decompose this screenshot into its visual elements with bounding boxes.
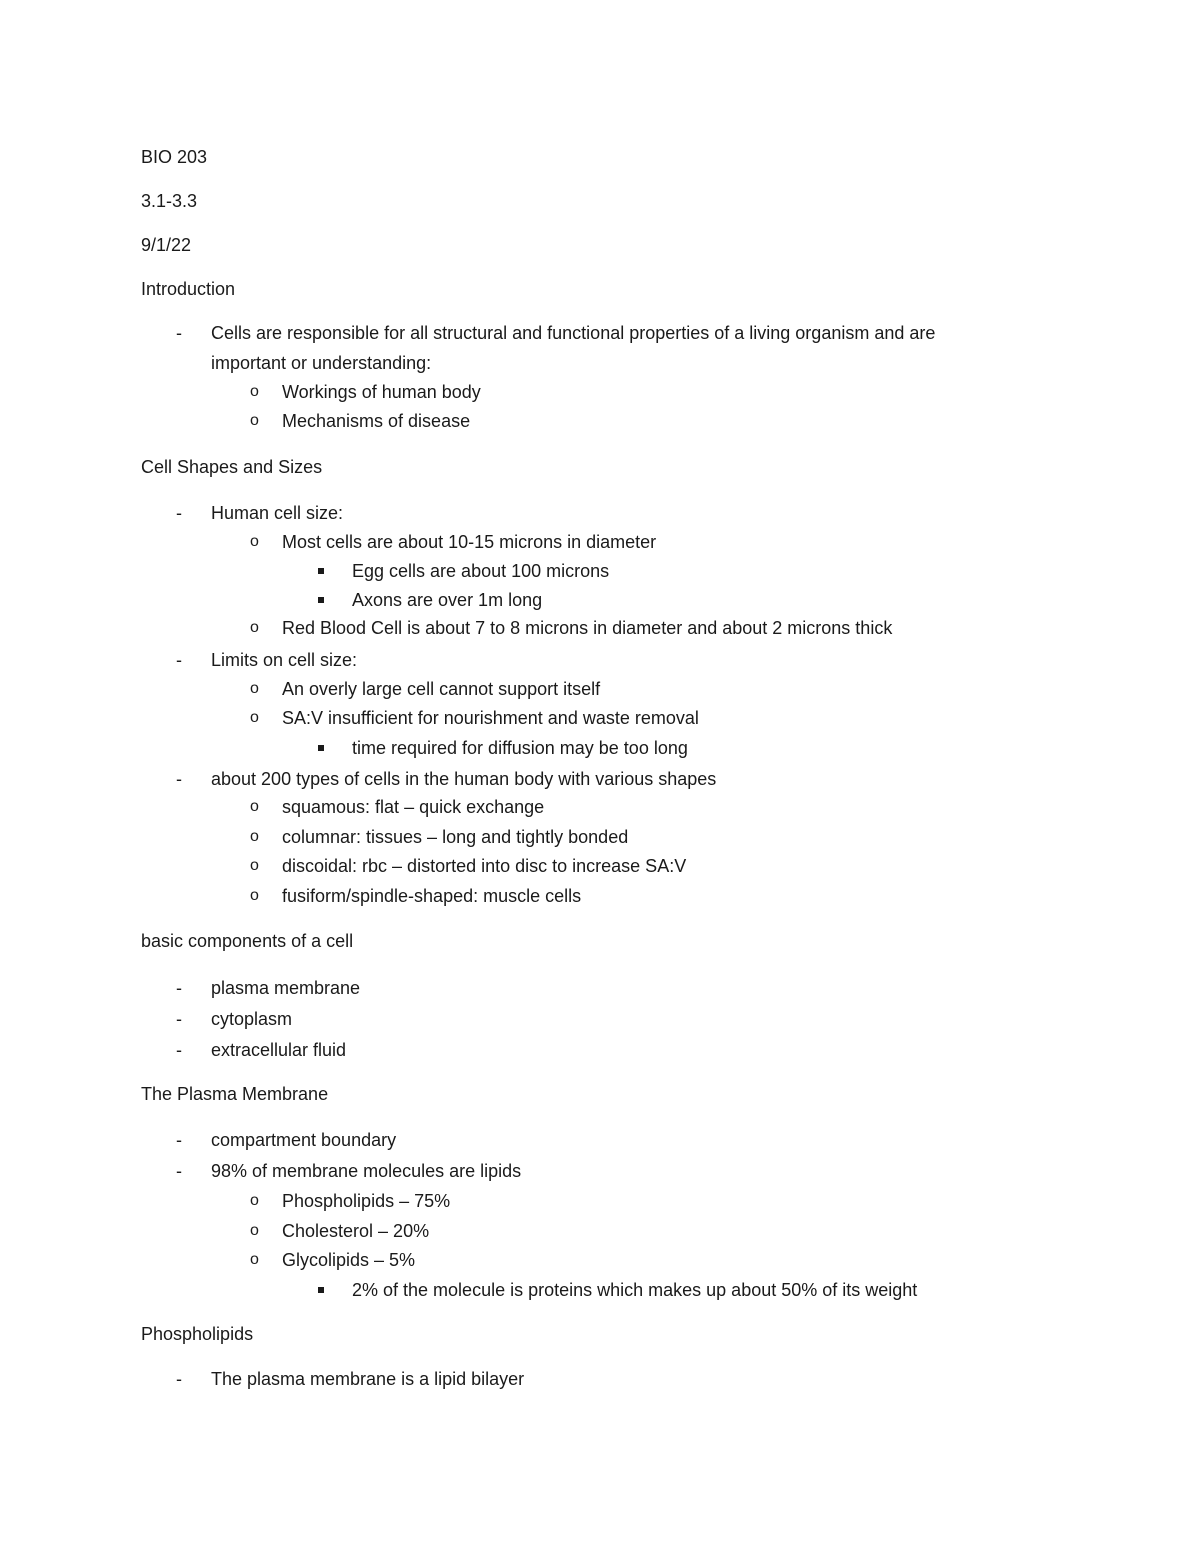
list-item: 98% of membrane molecules are lipids <box>211 1161 522 1181</box>
square-bullet <box>318 1287 324 1293</box>
list-item: about 200 types of cells in the human body with various shapes <box>211 769 717 789</box>
dash-bullet: - <box>176 650 182 670</box>
dash-bullet: - <box>176 323 182 343</box>
heading-basic-components: basic components of a cell <box>141 931 354 951</box>
list-item-continuation: important or understanding: <box>211 353 432 373</box>
list-item: An overly large cell cannot support itself <box>282 679 601 699</box>
list-item: Phospholipids – 75% <box>282 1191 451 1211</box>
heading-introduction: Introduction <box>141 279 236 299</box>
list-item: Human cell size: <box>211 503 344 523</box>
circle-bullet: o <box>250 619 259 636</box>
list-item: Cholesterol – 20% <box>282 1221 430 1241</box>
dash-bullet: - <box>176 1130 182 1150</box>
circle-bullet: o <box>250 1251 259 1268</box>
square-bullet <box>318 745 324 751</box>
list-item: discoidal: rbc – distorted into disc to increase SA:V <box>282 856 687 876</box>
list-item: Red Blood Cell is about 7 to 8 microns in diameter and about 2 microns thick <box>282 618 893 638</box>
list-item: fusiform/spindle-shaped: muscle cells <box>282 886 582 906</box>
circle-bullet: o <box>250 1222 259 1239</box>
circle-bullet: o <box>250 680 259 697</box>
list-item: columnar: tissues – long and tightly bonded <box>282 827 629 847</box>
list-item: Glycolipids – 5% <box>282 1250 416 1270</box>
list-item: plasma membrane <box>211 978 361 998</box>
course-title: BIO 203 <box>141 147 208 167</box>
circle-bullet: o <box>250 857 259 874</box>
list-item: Mechanisms of disease <box>282 411 471 431</box>
list-item: Workings of human body <box>282 382 481 402</box>
heading-plasma-membrane: The Plasma Membrane <box>141 1084 329 1104</box>
circle-bullet: o <box>250 412 259 429</box>
list-item: extracellular fluid <box>211 1040 347 1060</box>
list-item: cytoplasm <box>211 1009 293 1029</box>
list-item: time required for diffusion may be too long <box>352 738 688 758</box>
heading-phospholipids: Phospholipids <box>141 1324 254 1344</box>
note-date: 9/1/22 <box>141 235 192 255</box>
circle-bullet: o <box>250 533 259 550</box>
dash-bullet: - <box>176 1161 182 1181</box>
square-bullet <box>318 568 324 574</box>
list-item: The plasma membrane is a lipid bilayer <box>211 1369 525 1389</box>
dash-bullet: - <box>176 503 182 523</box>
dash-bullet: - <box>176 1040 182 1060</box>
list-item: Axons are over 1m long <box>352 590 543 610</box>
dash-bullet: - <box>176 978 182 998</box>
circle-bullet: o <box>250 828 259 845</box>
square-bullet <box>318 597 324 603</box>
circle-bullet: o <box>250 887 259 904</box>
section-range: 3.1-3.3 <box>141 191 198 211</box>
circle-bullet: o <box>250 383 259 400</box>
list-item: Cells are responsible for all structural and functional properties of a living organism and are <box>211 323 936 343</box>
dash-bullet: - <box>176 1009 182 1029</box>
dash-bullet: - <box>176 1369 182 1389</box>
dash-bullet: - <box>176 769 182 789</box>
list-item: 2% of the molecule is proteins which makes up about 50% of its weight <box>352 1280 918 1300</box>
list-item: Most cells are about 10-15 microns in diameter <box>282 532 657 552</box>
list-item: compartment boundary <box>211 1130 397 1150</box>
list-item: squamous: flat – quick exchange <box>282 797 545 817</box>
list-item: Limits on cell size: <box>211 650 358 670</box>
list-item: SA:V insufficient for nourishment and waste removal <box>282 708 699 728</box>
circle-bullet: o <box>250 1192 259 1209</box>
circle-bullet: o <box>250 798 259 815</box>
heading-cell-shapes: Cell Shapes and Sizes <box>141 457 323 477</box>
circle-bullet: o <box>250 709 259 726</box>
list-item: Egg cells are about 100 microns <box>352 561 610 581</box>
